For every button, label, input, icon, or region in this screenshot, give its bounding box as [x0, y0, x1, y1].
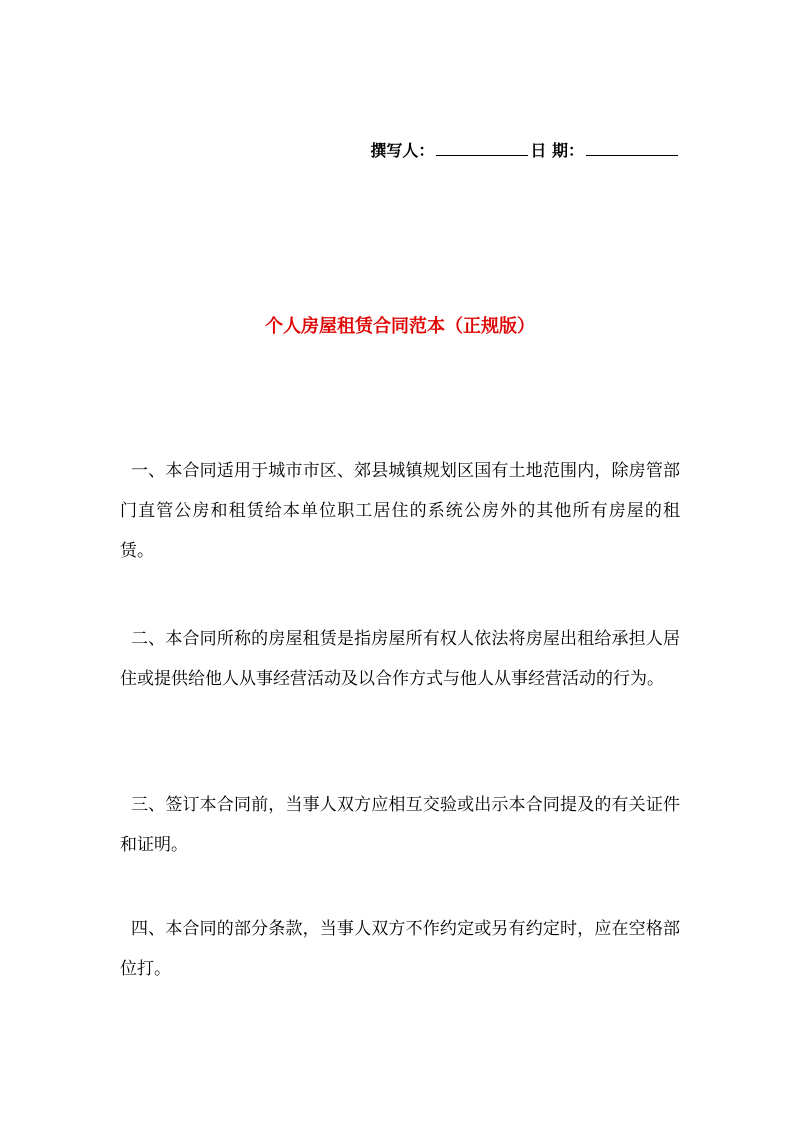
date-blank — [586, 139, 678, 156]
author-label: 撰写人： — [370, 141, 435, 160]
header-author-date — [370, 138, 680, 164]
clause-2: 二、本合同所称的房屋租赁是指房屋所有权人依法将房屋出租给承担人居住或提供给他人从事经营活动及以合作方式与他人从事经营活动的行为。 — [120, 629, 680, 689]
date-label: 日 期： — [530, 141, 584, 160]
clause-1: 一、本合同适用于城市市区、郊县城镇规划区国有土地范围内，除房管部门直管公房和租赁给本单位职工居住的系统公房外的其他所有房屋的租赁。 — [120, 461, 680, 561]
author-blank — [436, 139, 528, 156]
clause-3: 三、签订本合同前，当事人双方应相互交验或出示本合同提及的有关证件和证明。 — [120, 795, 680, 855]
document-title: 个人房屋租赁合同范本（正规版） — [265, 316, 535, 337]
clause-4: 四、本合同的部分条款，当事人双方不作约定或另有约定时，应在空格部位打。 — [120, 919, 680, 979]
